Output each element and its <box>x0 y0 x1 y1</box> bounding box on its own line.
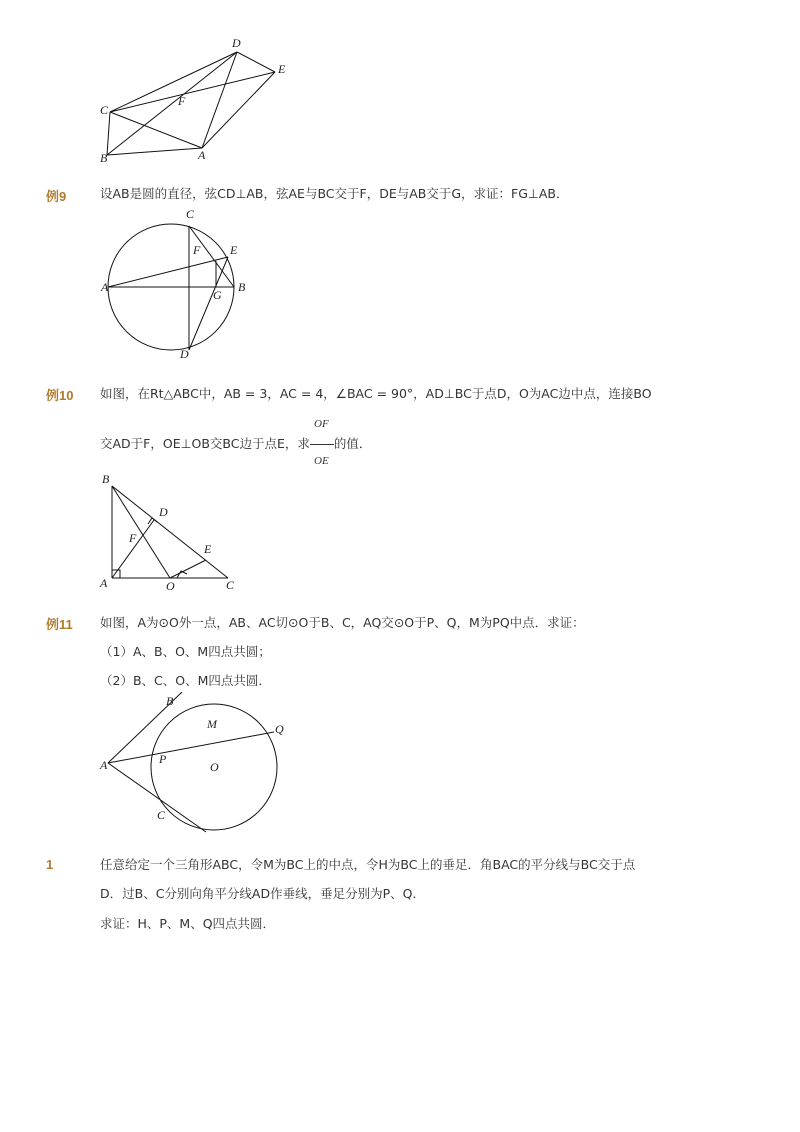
exercise-1-line2: D．过B、C分别向角平分线AD作垂线，垂足分别为P、Q． <box>100 886 425 901</box>
example-11-number: 例11 <box>46 617 73 632</box>
label-C: C <box>226 578 235 592</box>
label-P: P <box>159 752 167 766</box>
label-D: D <box>159 505 168 519</box>
example-11-line3: （2）B、C、O、M四点共圆． <box>100 673 271 688</box>
label-G: G <box>213 288 222 302</box>
example-10-number: 例10 <box>46 388 74 403</box>
label-C: C <box>157 808 166 822</box>
example-9-text: 设AB是圆的直径，弦CD⊥AB，弦AE与BC交于F，DE与AB交于G，求证：FG⊥AB． <box>100 186 569 201</box>
label-A: A <box>101 280 109 294</box>
label-A: A <box>100 758 108 772</box>
exercise-1-line3: 求证：H、P、M、Q四点共圆． <box>100 916 276 931</box>
label-B: B <box>100 151 108 165</box>
label-E: E <box>204 542 212 556</box>
label-F: F <box>129 531 137 545</box>
exercise-1-number: 1 <box>46 857 54 872</box>
line2-suffix: 的值． <box>333 436 372 451</box>
example-10-line2 <box>100 436 371 452</box>
label-O: O <box>210 760 219 774</box>
label-Q: Q <box>275 722 284 736</box>
label-C: C <box>186 207 195 221</box>
example-10-line1: 如图，在Rt△ABC中，AB = 3，AC = 4，∠BAC = 90°，AD⊥BC于点D，O为AC边中点，连接BO <box>100 386 652 401</box>
fraction-denominator: OE <box>314 455 329 467</box>
figure-quadrilateral <box>95 35 305 165</box>
example-9-number: 例9 <box>46 189 67 204</box>
example-11-line2: （1）A、B、O、M四点共圆； <box>100 644 271 659</box>
label-E: E <box>278 62 286 76</box>
label-B: B <box>238 280 246 294</box>
label-B: B <box>166 694 174 708</box>
label-D: D <box>232 36 241 50</box>
label-D: D <box>180 347 189 361</box>
figure-tangent-circle <box>96 692 306 837</box>
label-M: M <box>207 717 217 731</box>
label-F: F <box>193 243 201 257</box>
label-E: E <box>230 243 238 257</box>
fraction-bar <box>310 444 334 445</box>
label-C: C <box>100 103 109 117</box>
figure-right-triangle <box>98 470 248 595</box>
label-A: A <box>100 576 108 590</box>
label-B: B <box>102 472 110 486</box>
label-F: F <box>178 94 186 108</box>
exercise-1-line1: 任意给定一个三角形ABC，令M为BC上的中点，令H为BC上的垂足．角BAC的平分线与BC交于点 <box>100 857 636 872</box>
example-11-line1: 如图，A为⊙O外一点，AB、AC切⊙O于B、C，AQ交⊙O于P、Q，M为PQ中点．求证： <box>100 615 585 630</box>
label-A: A <box>198 148 206 162</box>
figure-circle-chords <box>98 203 258 363</box>
line2-prefix: 交AD于F，OE⊥OB交BC边于点E，求 <box>100 436 310 451</box>
label-O: O <box>166 579 175 593</box>
fraction-numerator: OF <box>314 418 329 430</box>
